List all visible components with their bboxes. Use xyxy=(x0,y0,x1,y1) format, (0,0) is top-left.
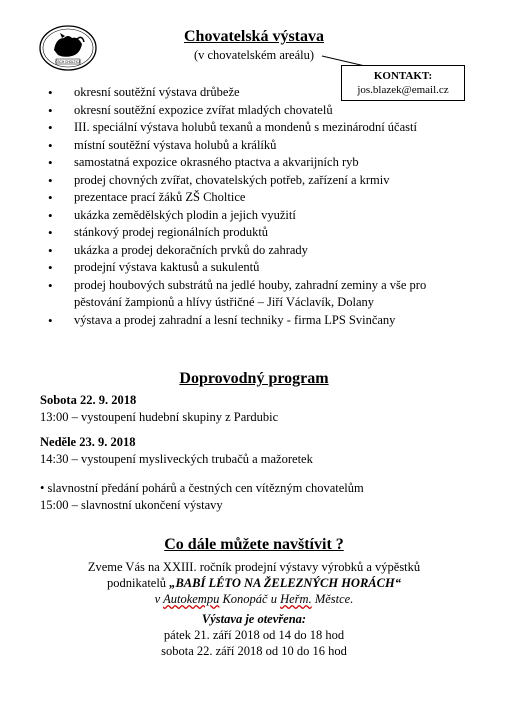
list-item: • ukázka zemědělských plodin a jejich využití xyxy=(38,207,458,225)
visit-block xyxy=(0,559,508,659)
list-item: • okresní soutěžní expozice zvířat mladých chovatelů xyxy=(38,102,458,120)
list-item: • ukázka a prodej dekoračních prvků do zahrady xyxy=(38,242,458,260)
list-item: • místní soutěžní výstava holubů a králíků xyxy=(38,137,458,155)
program-title: Doprovodný program xyxy=(179,370,329,387)
program-closing xyxy=(40,480,364,514)
list-item: • prezentace prací žáků ZŠ Choltice xyxy=(38,189,458,207)
visit-title: Co dále můžete navštívit ? xyxy=(164,536,344,553)
list-item: • okresní soutěžní výstava drůbeže xyxy=(38,84,458,102)
open-label: Výstava je otevřena: xyxy=(201,612,307,626)
list-item: • samostatná expozice okrasného ptactva a akvarijních ryb xyxy=(38,154,458,172)
saturday-date: Sobota 22. 9. 2018 xyxy=(40,393,137,407)
list-item: • prodej houbových substrátů na jedlé houby, zahradní zeminy a vše pro pěstování žampionů a hlívy ústřičné – Jiří Václavík, Dolany xyxy=(38,277,458,312)
svg-text:ČSCH CHOLTICE: ČSCH CHOLTICE xyxy=(55,60,81,64)
feature-list xyxy=(38,84,458,329)
list-item: • výstava a prodej zahradní a lesní techniky - firma LPS Svinčany xyxy=(38,312,458,330)
bullet-icon: • xyxy=(40,481,45,495)
awards-item xyxy=(40,480,364,497)
contact-email[interactable]: jos.blazek@email.cz xyxy=(357,84,449,96)
sunday-date: Neděle 23. 9. 2018 xyxy=(40,435,136,449)
contact-label: KONTAKT: xyxy=(373,70,433,82)
open-friday: pátek 21. září 2018 od 14 do 18 hod xyxy=(163,628,345,642)
sunday-item: 14:30 – vystoupení mysliveckých trubačů a mažoretek xyxy=(40,452,313,466)
visit-line3: v Autokempu Konopáč u Heřm. Městce. xyxy=(154,592,354,606)
saturday-item: 13:00 – vystoupení hudební skupiny z Pardubic xyxy=(40,410,279,424)
awards-text: slavnostní předání pohárů a čestných cen vítězným chovatelům xyxy=(47,481,364,495)
page-subtitle: (v chovatelském areálu) xyxy=(193,48,315,62)
page-title: Chovatelská výstava xyxy=(183,28,324,45)
list-item: • III. speciální výstava holubů texanů a mondenů s mezinárodní účastí xyxy=(38,119,458,137)
list-item: • stánkový prodej regionálních produktů xyxy=(38,224,458,242)
visit-line2: podnikatelů „BABÍ LÉTO NA ŽELEZNÝCH HORÁCH“ xyxy=(107,576,401,590)
list-item: • prodej chovných zvířat, chovatelských potřeb, zařízení a krmiv xyxy=(38,172,458,190)
list-item: • prodejní výstava kaktusů a sukulentů xyxy=(38,259,458,277)
closing-item: 15:00 – slavnostní ukončení výstavy xyxy=(40,498,223,512)
program-sunday xyxy=(40,434,313,468)
event-name: „BABÍ LÉTO NA ŽELEZNÝCH HORÁCH“ xyxy=(169,576,401,590)
program-saturday xyxy=(40,392,278,426)
visit-line1: Zveme Vás na XXIII. ročník prodejní výstavy výrobků a výpěstků xyxy=(87,560,421,574)
open-saturday: sobota 22. září 2018 od 10 do 16 hod xyxy=(161,644,347,658)
